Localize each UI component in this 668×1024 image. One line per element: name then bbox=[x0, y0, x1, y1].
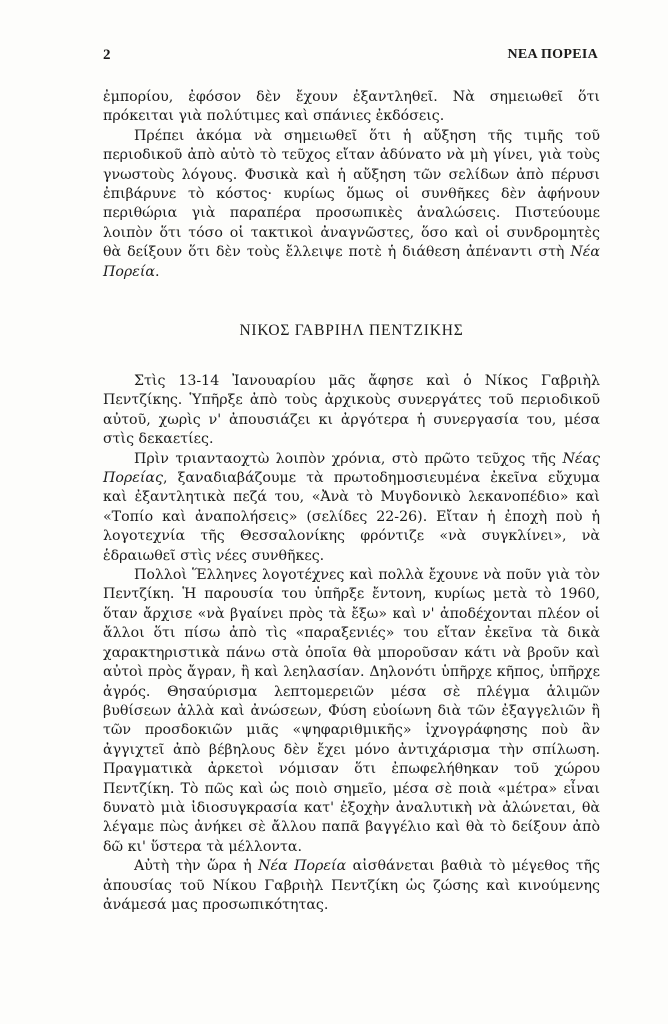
editorial-note bbox=[103, 88, 600, 282]
journal-name-italic-2: Νέα Πορεία bbox=[258, 858, 347, 875]
page-number: 2 bbox=[103, 47, 111, 63]
obituary-paragraph-2 bbox=[103, 450, 600, 566]
journal-name-genitive-italic: Νέας Πορείας bbox=[103, 450, 600, 487]
obituary-paragraph-3: Πολλοὶ Ἕλληνες λογοτέχνες καὶ πολλὰ ἔχουνε νὰ ποῦν γιὰ τὸν Πεντζίκη. Ἡ παρουσία του ὑπῆρξε ἔντονη, κυρίως μετὰ τὸ 1960, ὅταν ἄρχισε «νὰ βγαίνει πρὸς τὰ ἔξω» καὶ ν' ἀποδέχονται πλέον οἱ ἄλλοι ὅτι πίσω ἀπὸ τὶς «παραξενιές» του εἴταν ἐκεῖνα τὰ δικὰ χαρακτηριστικὰ πάνω στὰ ὁποῖα θὰ μποροῦσαν κάτι νὰ βροῦν καὶ αὐτοὶ πρὸς ἄγραν, ἢ καὶ λεηλασίαν. Δηλονότι ὑπῆρχε κῆπος, ὑπῆρχε ἀγρός. Θησαύρισμα λεπτομερειῶν μέσα σὲ πλέγμα ἁλιμῶν βυθίσεων ἀλλὰ καὶ ἀνώσεων, Φύση εὐοίωνη διὰ τῶν ἐξαγγελιῶν ἢ τῶν προσδοκιῶν μιᾶς «ψηφαριθμικῆς» ἰχνογράφησης ποὺ ἂν ἀγγιχτεῖ ἀπὸ βέβηλους δὲν ἔχει μόνο ἀντιχάρισμα τὴν σπίλωση. Πραγματικὰ ἀρκετοὶ νόμισαν ὅτι ἐπωφελήθηκαν τοῦ χώρου Πεντζίκη. Τὸ πῶς καὶ ὡς ποιὸ σημεῖο, μέσα σὲ ποιὰ «μέτρα» εἶναι δυνατὸ μιὰ ἰδιοσυγκρασία κατ' ἐξοχὴν ἀναλυτικὴ νὰ ἀλώνεται, θὰ λέγαμε πὼς ἀνήκει σὲ ἄλλου παπᾶ βαγγέλιο καὶ θὰ τὸ δείξουν ἀπὸ δῶ κι' ὕστερα τὰ μέλλοντα. bbox=[103, 567, 600, 855]
page-header bbox=[103, 47, 598, 69]
obituary-paragraph-2-start: Πρὶν τριανταοχτὼ λοιπὸν χρόνια, στὸ πρῶτο τεῦχος τῆς bbox=[134, 450, 557, 467]
obituary-title: ΝΙΚΟΣ ΓΑΒΡΙΗΛ ΠΕΝΤΖΙΚΗΣ bbox=[239, 322, 464, 339]
obituary-paragraph-2-rest: , ξαναδιαβάζουμε τὰ πρωτοδημοσιευμένα ἐκεῖνα εὔχυμα καὶ ἐξαντλητικὰ πεζά του, «Ἀνὰ τὸ Μυγδονικὸ λεκανοπέδιο» καὶ «Τοπίο καὶ ἀναπολήσεις» (σελίδες 22-26). Εἴταν ἡ ἐποχὴ ποὺ ἡ λογοτεχνία τῆς Θεσσαλονίκης φρόντιζε «νὰ συγκλίνει», νὰ ἑδραιωθεῖ στὶς νέες συνθῆκες. bbox=[103, 470, 600, 564]
editorial-paragraph-2 bbox=[103, 127, 600, 282]
obituary-paragraph-1: Στὶς 13-14 Ἰανουαρίου μᾶς ἄφησε καὶ ὁ Νίκος Γαβριὴλ Πεντζίκης. Ὑπῆρξε ἀπὸ τοὺς ἀρχικοὺς συνεργάτες τοῦ περιοδικοῦ αὐτοῦ, χωρὶς ν' ἀπουσιάζει κι ἀργότερα ἡ συνεργασία του, μέσα στὶς δεκαετίες. bbox=[103, 373, 600, 448]
obituary-body bbox=[103, 372, 600, 915]
running-title: ΝΕΑ ΠΟΡΕΙΑ bbox=[507, 47, 598, 62]
editorial-paragraph-2-text: Πρέπει ἀκόμα νὰ σημειωθεῖ ὅτι ἡ αὔξηση τῆς τιμῆς τοῦ περιοδικοῦ ἀπὸ αὐτὸ τὸ τεῦχος εἴταν ἀδύνατο νὰ μὴ γίνει, γιὰ τοὺς γνωστοὺς λόγους. Φυσικὰ καὶ ἡ αὔξηση τῶν σελίδων ἀπὸ πέρυσι ἐπιβάρυνε τὸ κόστος· κυρίως ὅμως οἱ συνθῆκες δὲν ἀφήνουν περιθώρια γιὰ παραπέρα προσωπικὲς ἀναλώσεις. Πιστεύουμε λοιπὸν ὅτι τόσο οἱ τακτικοὶ ἀναγνῶστες, ὅσο καὶ οἱ συνδρομητὲς θὰ δείξουν ὅτι δὲν τοὺς ἔλλειψε ποτὲ ἡ διάθεση ἀπέναντι στὴ bbox=[103, 127, 600, 261]
journal-name-italic: Νέα Πορεία bbox=[103, 244, 600, 280]
editorial-paragraph-1: ἐμπορίου, ἐφόσον δὲν ἔχουν ἐξαντληθεῖ. Νὰ σημειωθεῖ ὅτι πρόκειται γιὰ πολύτιμες καὶ σπάνιες ἐκδόσεις. bbox=[103, 89, 600, 125]
obituary-paragraph-4 bbox=[103, 857, 600, 915]
obituary-paragraph-4-start: Αὐτὴ τὴν ὥρα ἡ bbox=[134, 858, 252, 875]
obituary-paragraph-4-rest: αἰσθάνεται βαθιὰ τὸ μέγεθος τῆς ἀπουσίας τοῦ Νίκου Γαβριὴλ Πεντζίκη ὡς ζώσης καὶ κινούμενης ἀνάμεσά μας προσωπικότητας. bbox=[103, 858, 600, 913]
editorial-paragraph-2-end: . bbox=[155, 263, 160, 280]
